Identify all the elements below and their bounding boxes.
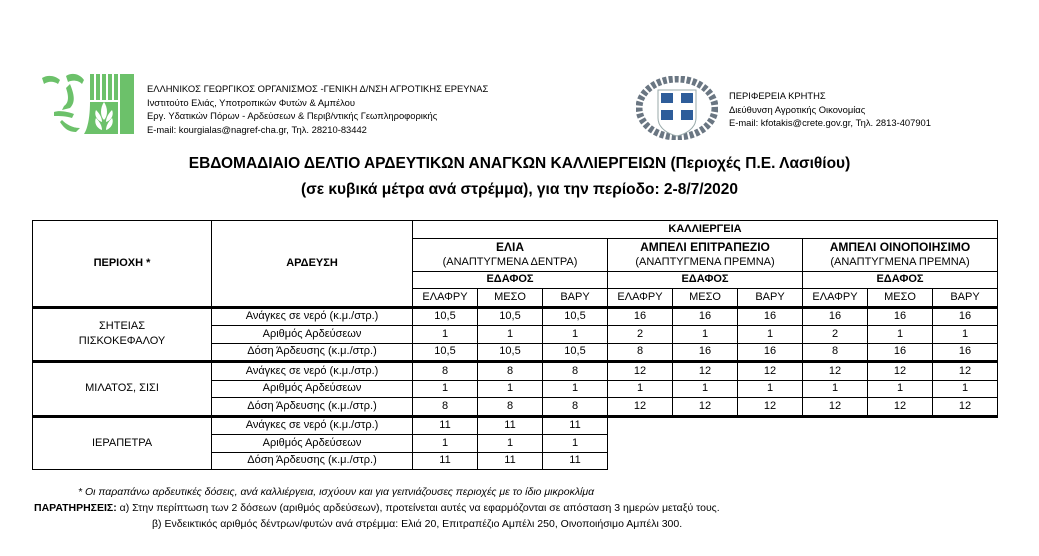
value-cell: 8 [543,398,608,417]
value-cell: 1 [803,380,868,398]
irrigation-table [32,220,998,470]
empty-cell [608,416,673,435]
crop-name: ΑΜΠΕΛΙ ΟΙΝΟΠΟΙΗΣΙΜΟ [829,239,971,254]
table-row [33,307,998,326]
value-cell: 10,5 [543,307,608,326]
value-cell: 11 [543,452,608,470]
value-cell: 16 [673,343,738,362]
crop-sub: (ΑΝΑΠΤΥΓΜΕΝΑ ΔΕΝΤΡΑ) [442,255,578,268]
empty-cell [933,416,998,435]
value-cell: 16 [738,307,803,326]
empty-cell [803,452,868,470]
value-cell: 10,5 [478,343,543,362]
value-cell: 2 [608,326,673,344]
value-cell: 1 [478,326,543,344]
value-cell: 16 [868,343,933,362]
value-cell: 1 [478,435,543,453]
region-contact: E-mail: kfotakis@crete.gov.gr, Τηλ. 2813-407901 [729,117,931,128]
value-cell: 1 [543,380,608,398]
irrigation-metric: Αριθμός Αρδεύσεων [212,435,413,453]
soil-heavy: ΒΑΡΥ [543,289,608,308]
value-cell: 12 [868,362,933,381]
empty-cell [933,452,998,470]
elgo-logo-icon [40,72,137,134]
value-cell: 16 [673,307,738,326]
lab-name: Εργ. Υδατικών Πόρων - Αρδεύσεων & Περιβ/ντικής Γεωπληροφορικής [147,110,438,121]
value-cell: 8 [478,362,543,381]
directorate-name: Διεύθυνση Αγροτικής Οικονομίας [729,103,866,115]
soil-heavy: ΒΑΡΥ [933,289,998,308]
value-cell: 12 [933,362,998,381]
soil-light: ΕΛΑΦΡΥ [803,289,868,308]
table-row [33,416,998,435]
soil-light: ΕΛΑΦΡΥ [608,289,673,308]
empty-cell [673,416,738,435]
remarks-label: ΠΑΡΑΤΗΡΗΣΕΙΣ: [34,502,117,514]
empty-cell [933,435,998,453]
remark-a [34,500,720,517]
institute-info [147,82,488,136]
crop-sub: (ΑΝΑΠΤΥΓΜΕΝΑ ΠΡΕΜΝΑ) [635,255,775,268]
crop-header-olive [413,238,608,271]
soil-label: ΕΔΑΦΟΣ [803,271,998,289]
empty-cell [608,452,673,470]
header-right [636,72,956,142]
value-cell: 1 [673,380,738,398]
header-irrigation: ΑΡΔΕΥΣΗ [212,221,413,308]
value-cell: 16 [868,307,933,326]
value-cell: 1 [868,380,933,398]
value-cell: 1 [608,380,673,398]
soil-label: ΕΔΑΦΟΣ [413,271,608,289]
value-cell: 1 [543,435,608,453]
value-cell: 1 [413,380,478,398]
soil-medium: ΜΕΣΟ [868,289,933,308]
empty-cell [868,435,933,453]
region-info [729,89,931,130]
irrigation-metric: Ανάγκες σε νερό (κ.μ./στρ.) [212,307,413,326]
irrigation-metric: Ανάγκες σε νερό (κ.μ./στρ.) [212,416,413,435]
value-cell: 12 [608,362,673,381]
value-cell: 12 [738,362,803,381]
value-cell: 1 [543,326,608,344]
value-cell: 11 [413,416,478,435]
value-cell: 1 [673,326,738,344]
value-cell: 12 [608,398,673,417]
soil-medium: ΜΕΣΟ [673,289,738,308]
value-cell: 10,5 [478,307,543,326]
value-cell: 11 [478,416,543,435]
value-cell: 1 [413,326,478,344]
value-cell: 2 [803,326,868,344]
value-cell: 10,5 [413,343,478,362]
value-cell: 8 [413,398,478,417]
crop-header-table-grape [608,238,803,271]
crop-header-wine-grape [803,238,998,271]
empty-cell [803,435,868,453]
value-cell: 8 [608,343,673,362]
value-cell: 11 [478,452,543,470]
value-cell: 11 [543,416,608,435]
value-cell: 11 [413,452,478,470]
region-name-line: ΠΙΣΚΟΚΕΦΑΛΟΥ [78,335,166,348]
table-row [33,362,998,381]
region-name [33,416,212,470]
institute-contact: E-mail: kourgialas@nagref-cha.gr, Τηλ. 28210-83442 [147,123,367,135]
institute-name: Ινστιτούτο Ελιάς, Υποτροπικών Φυτών & Αμπέλου [147,96,356,108]
value-cell: 10,5 [413,307,478,326]
irrigation-metric: Αριθμός Αρδεύσεων [212,326,413,344]
empty-cell [868,416,933,435]
value-cell: 1 [933,380,998,398]
value-cell: 12 [803,362,868,381]
value-cell: 1 [478,380,543,398]
header-left [40,72,489,142]
value-cell: 12 [673,362,738,381]
footnote: * Οι παραπάνω αρδευτικές δόσεις, ανά καλλιέργεια, ισχύουν και για γειτνιάζουσες περιοχές με το ίδιο μικροκλίμα [78,486,595,498]
value-cell: 1 [933,326,998,344]
value-cell: 12 [868,398,933,417]
value-cell: 1 [738,380,803,398]
soil-light: ΕΛΑΦΡΥ [413,289,478,308]
crop-sub: (ΑΝΑΠΤΥΓΜΕΝΑ ΠΡΕΜΝΑ) [830,255,970,268]
region-name-line: ΣΗΤΕΙΑΣ [99,320,145,333]
empty-cell [738,416,803,435]
irrigation-metric: Δόση Άρδευσης (κ.μ./στρ.) [212,398,413,417]
value-cell: 12 [933,398,998,417]
greek-emblem-icon [636,76,718,140]
value-cell: 1 [413,435,478,453]
value-cell: 16 [803,307,868,326]
crop-name: ΕΛΙΑ [495,239,524,254]
empty-cell [803,416,868,435]
value-cell: 10,5 [543,343,608,362]
irrigation-metric: Δόση Άρδευσης (κ.μ./στρ.) [212,452,413,470]
remark-b: β) Ενδεικτικός αριθμός δέντρων/φυτών ανά στρέμμα: Ελιά 20, Επιτραπέζιο Αμπέλι 250, Οινοποιήσιμο Αμπέλι 300. [152,518,683,530]
header-region: ΠΕΡΙΟΧΗ * [33,221,212,308]
empty-cell [868,452,933,470]
value-cell: 16 [933,343,998,362]
value-cell: 8 [543,362,608,381]
remark-a-text: α) Στην περίπτωση των 2 δόσεων (αριθμός αρδεύσεων), προτείνεται αυτές να εφαρμόζονται σε απόσταση 3 ημερών μεταξύ τους. [119,502,720,514]
soil-heavy: ΒΑΡΥ [738,289,803,308]
value-cell: 12 [738,398,803,417]
value-cell: 12 [673,398,738,417]
value-cell: 1 [738,326,803,344]
header-crops: ΚΑΛΛΙΕΡΓΕΙΑ [413,221,998,239]
soil-label: ΕΔΑΦΟΣ [608,271,803,289]
empty-cell [738,435,803,453]
value-cell: 8 [413,362,478,381]
region-name-line: ΙΕΡΑΠΕΤΡΑ [91,436,153,449]
region-name: ΠΕΡΙΦΕΡΕΙΑ ΚΡΗΤΗΣ [729,90,826,101]
org-name: ΕΛΛΗΝΙΚΟΣ ΓΕΩΡΓΙΚΟΣ ΟΡΓΑΝΙΣΜΟΣ -ΓΕΝΙΚΗ Δ/ΝΣΗ ΑΓΡΟΤΙΚΗΣ ΕΡΕΥΝΑΣ [147,83,489,94]
irrigation-metric: Δόση Άρδευσης (κ.μ./στρ.) [212,343,413,362]
irrigation-metric: Αριθμός Αρδεύσεων [212,380,413,398]
region-name-line: ΜΙΛΑΤΟΣ, ΣΙΣΙ [85,382,159,395]
empty-cell [673,452,738,470]
value-cell: 16 [933,307,998,326]
irrigation-metric: Ανάγκες σε νερό (κ.μ./στρ.) [212,362,413,381]
document-subtitle: (σε κυβικά μέτρα ανά στρέμμα), για την περίοδο: 2-8/7/2020 [300,181,739,198]
value-cell: 16 [738,343,803,362]
value-cell: 12 [803,398,868,417]
empty-cell [738,452,803,470]
crop-name: ΑΜΠΕΛΙ ΕΠΙΤΡΑΠΕΖΙΟ [640,239,770,254]
region-name [33,362,212,417]
value-cell: 16 [608,307,673,326]
empty-cell [608,435,673,453]
region-name [33,307,212,362]
value-cell: 8 [803,343,868,362]
empty-cell [673,435,738,453]
soil-medium: ΜΕΣΟ [478,289,543,308]
value-cell: 8 [478,398,543,417]
document-title: ΕΒΔΟΜΑΔΙΑΙΟ ΔΕΛΤΙΟ ΑΡΔΕΥΤΙΚΩΝ ΑΝΑΓΚΩΝ ΚΑΛΛΙΕΡΓΕΙΩΝ (Περιοχές Π.Ε. Λασιθίου) [188,155,851,172]
value-cell: 1 [868,326,933,344]
